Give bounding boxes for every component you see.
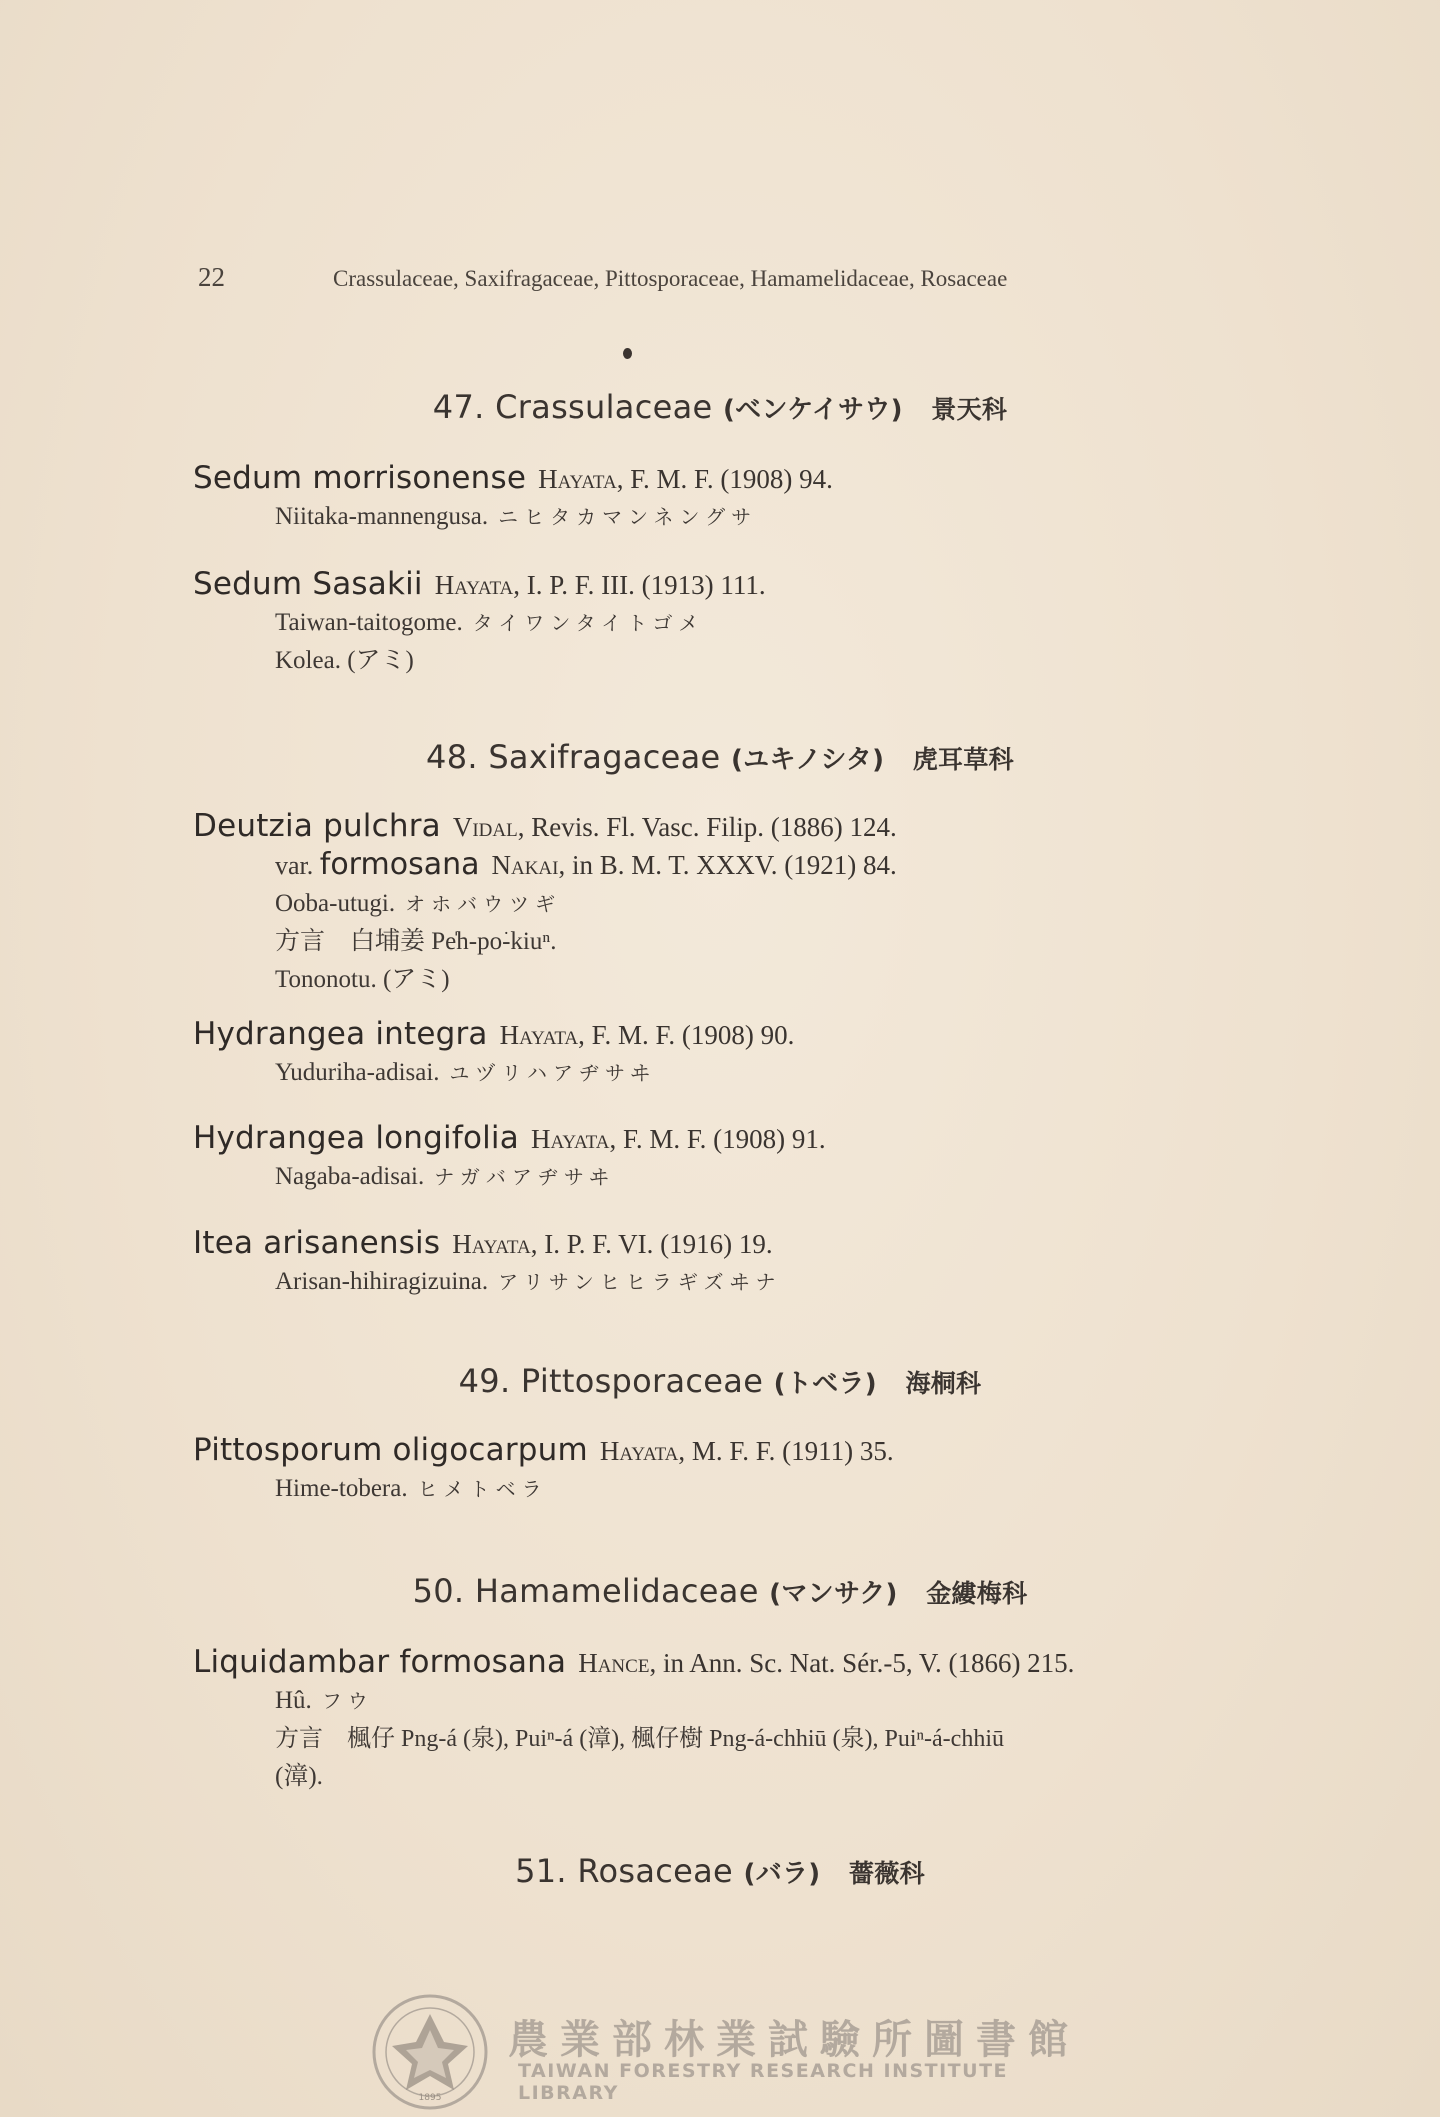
- entry-pittosporum-oligocarpum: [193, 1432, 1253, 1506]
- species-name: Pittosporum oligocarpum: [193, 1432, 588, 1468]
- family-heading-51: [0, 1852, 1440, 1890]
- vernacular-name: Hû.: [275, 1687, 312, 1714]
- species-name: Hydrangea longifolia: [193, 1120, 519, 1156]
- vernacular-kana: フウ: [321, 1689, 374, 1713]
- author: Hayata: [434, 570, 514, 600]
- family-name: Crassulaceae: [495, 388, 713, 426]
- author: Hance: [578, 1648, 650, 1678]
- citation: , F. M. F. (1908) 91.: [609, 1124, 826, 1154]
- entry-sedum-sasakii: [193, 566, 1253, 678]
- entry-hydrangea-integra: [193, 1016, 1253, 1090]
- author: Nakai: [491, 850, 559, 880]
- family-kana: (マンサク): [769, 1579, 898, 1609]
- vernacular-kana: ヒメトベラ: [417, 1477, 548, 1501]
- vernacular-kana: オホバウツギ: [405, 892, 562, 916]
- author: Hayata: [452, 1229, 531, 1259]
- family-name: Rosaceae: [577, 1852, 734, 1890]
- family-number: 50.: [412, 1572, 465, 1610]
- species-name: Hydrangea integra: [193, 1016, 488, 1052]
- seal-year: 1895: [418, 2093, 442, 2103]
- vernacular-kana: タイワンタイトゴメ: [472, 611, 705, 635]
- family-number: 48.: [426, 738, 478, 776]
- entry-itea-arisanensis: [193, 1225, 1253, 1299]
- vernacular-name: Taiwan-taitogome.: [275, 609, 463, 636]
- library-name-cjk: 農業部林業試驗所圖書館: [508, 2017, 1080, 2063]
- family-heading-47: [0, 388, 1440, 426]
- family-name: Saxifragaceae: [488, 738, 721, 776]
- family-number: 51.: [515, 1852, 567, 1890]
- library-name-en: TAIWAN FORESTRY RESEARCH INSTITUTE LIBRARY: [518, 2060, 1009, 2104]
- entry-liquidambar-formosana: [193, 1644, 1273, 1794]
- citation: , M. F. F. (1911) 35.: [678, 1436, 894, 1466]
- entry-deutzia-pulchra: [193, 808, 1253, 997]
- species-name: Itea arisanensis: [193, 1225, 441, 1261]
- vernacular-name: Ooba-utugi.: [275, 890, 396, 917]
- entry-sedum-morrisonense: [193, 460, 1253, 534]
- library-watermark: [370, 1990, 1090, 2117]
- dialect-name: 方言 白埔姜 Pe̍h-po͘-kiuⁿ.: [275, 928, 557, 955]
- library-seal-icon: [370, 1992, 490, 2112]
- family-heading-48: [0, 738, 1440, 776]
- citation: , F. M. F. (1908) 94.: [616, 464, 833, 494]
- dialect-name: 方言 楓仔 Png-á (泉), Puiⁿ-á (漳), 楓仔樹 Png-á-chhiū (泉), Puiⁿ-á-chhiū: [275, 1726, 1004, 1752]
- author: Hayata: [530, 1124, 610, 1154]
- family-kanji: 景天科: [931, 395, 1008, 424]
- vernacular-kana: アリサンヒヒラギズヰナ: [498, 1270, 782, 1294]
- var-prefix: var.: [275, 851, 314, 880]
- entry-hydrangea-longifolia: [193, 1120, 1253, 1194]
- ink-dot: [623, 348, 632, 359]
- citation: , I. P. F. III. (1913) 111.: [513, 570, 766, 600]
- running-title: Crassulaceae, Saxifragaceae, Pittosporaceae, Hamamelidaceae, Rosaceae: [333, 266, 1008, 291]
- vernacular-kana: ユヅリハアヂサヰ: [449, 1061, 657, 1085]
- vernacular-name: Niitaka-mannengusa.: [275, 503, 489, 530]
- species-name: Deutzia pulchra: [193, 808, 441, 844]
- vernacular-name: Hime-tobera.: [275, 1475, 408, 1502]
- vernacular-kana: ナガバアヂサヰ: [434, 1165, 616, 1189]
- family-kanji: 金縷梅科: [926, 1579, 1028, 1608]
- citation: , I. P. F. VI. (1916) 19.: [530, 1229, 773, 1259]
- family-kanji: 薔薇科: [848, 1859, 925, 1888]
- vernacular-name: Nagaba-adisai.: [275, 1163, 425, 1190]
- family-name: Pittosporaceae: [520, 1362, 764, 1400]
- author: Vidal: [452, 812, 518, 842]
- vernacular-name: Arisan-hihiragizuina.: [275, 1268, 489, 1295]
- citation: , Revis. Fl. Vasc. Filip. (1886) 124.: [517, 812, 897, 842]
- family-kana: (ベンケイサウ): [722, 395, 903, 425]
- family-number: 47.: [432, 388, 485, 426]
- family-kanji: 虎耳草科: [912, 745, 1014, 774]
- vernacular-name: Yuduriha-adisai.: [275, 1059, 440, 1086]
- family-kana: (トベラ): [773, 1369, 877, 1399]
- species-name: Sedum morrisonense: [193, 460, 527, 496]
- page-number: 22: [198, 262, 225, 292]
- family-kana: (バラ): [743, 1859, 821, 1889]
- citation: , F. M. F. (1908) 90.: [578, 1020, 795, 1050]
- vernacular-local: Tononotu. (アミ): [275, 966, 450, 993]
- family-number: 49.: [458, 1362, 511, 1400]
- variety-name: formosana: [319, 847, 480, 882]
- family-name: Hamamelidaceae: [474, 1572, 759, 1610]
- species-name: Sedum Sasakii: [193, 566, 423, 602]
- citation: , in Ann. Sc. Nat. Sér.-5, V. (1866) 215.: [649, 1648, 1075, 1678]
- author: Hayata: [538, 464, 617, 494]
- family-heading-49: [0, 1362, 1440, 1400]
- vernacular-kana: ニヒタカマンネングサ: [498, 505, 758, 529]
- author: Hayata: [599, 1436, 679, 1466]
- citation: , in B. M. T. XXXV. (1921) 84.: [558, 850, 897, 880]
- family-kana: (ユキノシタ): [730, 745, 885, 775]
- family-heading-50: [0, 1572, 1440, 1610]
- species-name: Liquidambar formosana: [193, 1644, 567, 1680]
- author: Hayata: [499, 1020, 579, 1050]
- dialect-continued: (漳).: [275, 1763, 323, 1790]
- family-kanji: 海桐科: [905, 1369, 982, 1398]
- vernacular-local: Kolea. (アミ): [275, 647, 414, 674]
